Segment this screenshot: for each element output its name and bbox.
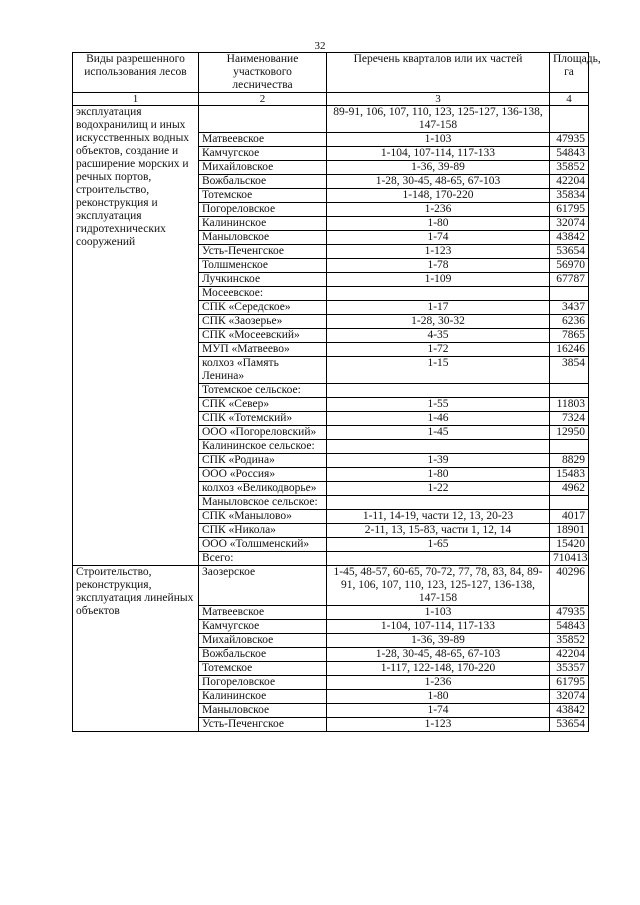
- quarters-cell: 1-80: [327, 690, 550, 704]
- area-cell: [550, 287, 589, 301]
- quarters-cell: 1-74: [327, 704, 550, 718]
- forestry-name-cell: Калининское сельское:: [199, 440, 327, 454]
- column-number: 1: [73, 93, 199, 106]
- forestry-name-cell: Тотемское: [199, 662, 327, 676]
- forestry-name-cell: СПК «Тотемский»: [199, 412, 327, 426]
- area-cell: 7865: [550, 329, 589, 343]
- area-cell: 47935: [550, 133, 589, 147]
- forestry-name-cell: Лучкинское: [199, 273, 327, 287]
- header-forestry-name: Наименование участкового лесничества: [199, 53, 327, 93]
- forestry-name-cell: Всего:: [199, 552, 327, 566]
- table-row: [73, 106, 589, 133]
- area-cell: 35852: [550, 161, 589, 175]
- area-cell: 15420: [550, 538, 589, 552]
- quarters-cell: 1-11, 14-19, части 12, 13, 20-23: [327, 510, 550, 524]
- area-cell: 3854: [550, 357, 589, 384]
- quarters-cell: 1-236: [327, 203, 550, 217]
- area-cell: [550, 106, 589, 133]
- forestry-name-cell: Камчугское: [199, 147, 327, 161]
- forestry-name-cell: Калининское: [199, 690, 327, 704]
- area-cell: 15483: [550, 468, 589, 482]
- forestry-name-cell: Мосеевское:: [199, 287, 327, 301]
- header-area: Площадь, га: [550, 53, 589, 93]
- area-cell: 42204: [550, 175, 589, 189]
- forestry-name-cell: СПК «Заозерье»: [199, 315, 327, 329]
- forestry-name-cell: Матвеевское: [199, 133, 327, 147]
- quarters-cell: 1-36, 39-89: [327, 634, 550, 648]
- forest-use-table: [72, 52, 601, 732]
- area-cell: 32074: [550, 690, 589, 704]
- forestry-name-cell: СПК «Маныловo»: [199, 510, 327, 524]
- area-cell: 67787: [550, 273, 589, 287]
- quarters-cell: 1-103: [327, 606, 550, 620]
- forestry-name-cell: Погореловское: [199, 203, 327, 217]
- header-use-type: Виды разрешенного использования лесов: [73, 53, 199, 93]
- forestry-name-cell: Толшменское: [199, 259, 327, 273]
- quarters-cell: 1-45: [327, 426, 550, 440]
- quarters-cell: 1-103: [327, 133, 550, 147]
- forestry-name-cell: Тотемское сельское:: [199, 384, 327, 398]
- forestry-name-cell: Усть-Печенгское: [199, 718, 327, 732]
- quarters-cell: 1-17: [327, 301, 550, 315]
- quarters-cell: 1-39: [327, 454, 550, 468]
- quarters-cell: 1-236: [327, 676, 550, 690]
- area-cell: 11803: [550, 398, 589, 412]
- forestry-name-cell: Камчугское: [199, 620, 327, 634]
- forestry-name-cell: Тотемское: [199, 189, 327, 203]
- quarters-cell: [327, 440, 550, 454]
- area-cell: 43842: [550, 231, 589, 245]
- area-cell: 4962: [550, 482, 589, 496]
- quarters-cell: 1-28, 30-45, 48-65, 67-103: [327, 175, 550, 189]
- forestry-name-cell: Маныловское сельское:: [199, 496, 327, 510]
- quarters-cell: 1-28, 30-45, 48-65, 67-103: [327, 648, 550, 662]
- area-cell: 3437: [550, 301, 589, 315]
- quarters-cell: 1-65: [327, 538, 550, 552]
- quarters-cell: 1-109: [327, 273, 550, 287]
- area-cell: 35852: [550, 634, 589, 648]
- forestry-name-cell: [199, 106, 327, 133]
- area-cell: 43842: [550, 704, 589, 718]
- forestry-name-cell: СПК «Никола»: [199, 524, 327, 538]
- quarters-cell: 1-80: [327, 217, 550, 231]
- forestry-name-cell: Погореловское: [199, 676, 327, 690]
- area-cell: 47935: [550, 606, 589, 620]
- forestry-name-cell: Заозерское: [199, 566, 327, 606]
- quarters-cell: 1-78: [327, 259, 550, 273]
- forestry-name-cell: СПК «Родина»: [199, 454, 327, 468]
- quarters-cell: [327, 384, 550, 398]
- column-number-row: [73, 93, 589, 106]
- quarters-cell: 1-72: [327, 343, 550, 357]
- quarters-cell: [327, 496, 550, 510]
- area-cell: 56970: [550, 259, 589, 273]
- page-number: 32: [314, 40, 326, 52]
- area-cell: 61795: [550, 203, 589, 217]
- forestry-name-cell: ООО «Россия»: [199, 468, 327, 482]
- quarters-cell: 1-46: [327, 412, 550, 426]
- column-number: 4: [550, 93, 589, 106]
- forestry-name-cell: ООО «Погореловский»: [199, 426, 327, 440]
- quarters-cell: 1-15: [327, 357, 550, 384]
- column-number: 2: [199, 93, 327, 106]
- forestry-name-cell: МУП «Матвеево»: [199, 343, 327, 357]
- forestry-name-cell: Калининское: [199, 217, 327, 231]
- area-cell: 42204: [550, 648, 589, 662]
- quarters-cell: 89-91, 106, 107, 110, 123, 125-127, 136-138, 147-158: [327, 106, 550, 133]
- header-quarters: Перечень кварталов или их частей: [327, 53, 550, 93]
- area-cell: 12950: [550, 426, 589, 440]
- area-cell: 7324: [550, 412, 589, 426]
- area-cell: 8829: [550, 454, 589, 468]
- forestry-name-cell: СПК «Мосеевский»: [199, 329, 327, 343]
- forestry-name-cell: Усть-Печенгское: [199, 245, 327, 259]
- forestry-name-cell: колхоз «Память Ленина»: [199, 357, 327, 384]
- use-type-cell: эксплуатация водохранилищ и иных искусственных водных объектов, создание и расширение морских и речных портов, строительство, реконструкция и эксплуатация гидротехнических сооружений: [73, 106, 199, 566]
- forestry-name-cell: СПК «Середское»: [199, 301, 327, 315]
- forestry-name-cell: СПК «Север»: [199, 398, 327, 412]
- column-number: 3: [327, 93, 550, 106]
- area-cell: 16246: [550, 343, 589, 357]
- quarters-cell: 1-55: [327, 398, 550, 412]
- quarters-cell: 1-45, 48-57, 60-65, 70-72, 77, 78, 83, 84, 89-91, 106, 107, 110, 123, 125-127, 136-138, 147-158: [327, 566, 550, 606]
- quarters-cell: 1-148, 170-220: [327, 189, 550, 203]
- area-cell: 710413: [550, 552, 589, 566]
- quarters-cell: 2-11, 13, 15-83, части 1, 12, 14: [327, 524, 550, 538]
- area-cell: 18901: [550, 524, 589, 538]
- area-cell: 32074: [550, 217, 589, 231]
- quarters-cell: 1-28, 30-32: [327, 315, 550, 329]
- area-cell: 6236: [550, 315, 589, 329]
- quarters-cell: 1-36, 39-89: [327, 161, 550, 175]
- area-cell: 40296: [550, 566, 589, 606]
- header-row: [73, 53, 589, 93]
- quarters-cell: 4-35: [327, 329, 550, 343]
- quarters-cell: 1-74: [327, 231, 550, 245]
- quarters-cell: 1-117, 122-148, 170-220: [327, 662, 550, 676]
- forestry-name-cell: колхоз «Великодворье»: [199, 482, 327, 496]
- quarters-cell: 1-123: [327, 245, 550, 259]
- quarters-cell: 1-123: [327, 718, 550, 732]
- quarters-cell: 1-104, 107-114, 117-133: [327, 620, 550, 634]
- area-cell: 53654: [550, 718, 589, 732]
- use-type-cell: Строительство, реконструкция, эксплуатация линейных объектов: [73, 566, 199, 732]
- area-cell: 61795: [550, 676, 589, 690]
- forestry-name-cell: Вожбальское: [199, 648, 327, 662]
- area-cell: [550, 496, 589, 510]
- table-row: [73, 566, 589, 606]
- area-cell: 54843: [550, 147, 589, 161]
- forestry-name-cell: Михайловское: [199, 161, 327, 175]
- forestry-name-cell: Вожбальское: [199, 175, 327, 189]
- forestry-name-cell: Матвеевское: [199, 606, 327, 620]
- forestry-name-cell: Маныловское: [199, 704, 327, 718]
- area-cell: 54843: [550, 620, 589, 634]
- quarters-cell: 1-22: [327, 482, 550, 496]
- quarters-cell: [327, 552, 550, 566]
- quarters-cell: 1-104, 107-114, 117-133: [327, 147, 550, 161]
- quarters-cell: [327, 287, 550, 301]
- area-cell: 4017: [550, 510, 589, 524]
- forestry-name-cell: Маныловское: [199, 231, 327, 245]
- area-cell: 53654: [550, 245, 589, 259]
- area-cell: 35357: [550, 662, 589, 676]
- forestry-name-cell: ООО «Толшменский»: [199, 538, 327, 552]
- area-cell: 35834: [550, 189, 589, 203]
- quarters-cell: 1-80: [327, 468, 550, 482]
- area-cell: [550, 440, 589, 454]
- forestry-name-cell: Михайловское: [199, 634, 327, 648]
- area-cell: [550, 384, 589, 398]
